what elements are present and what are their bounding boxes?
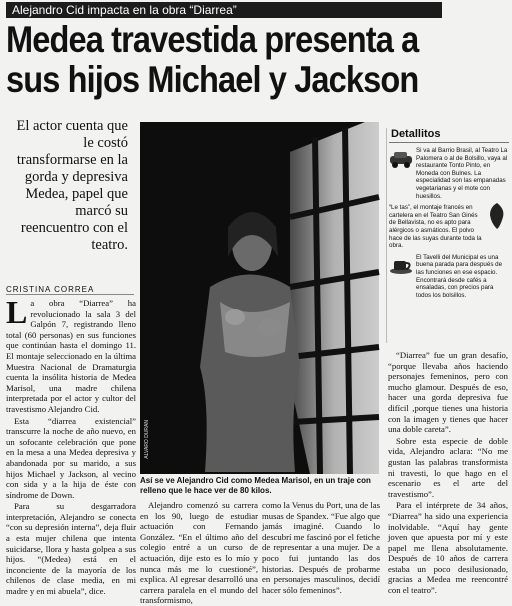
sidebar-item-text: Si va al Barrio Brasil, al Teatro La Palomera o al de Bolsillo, vaya al restaurante Tonto Pinto, en Moneda con Bulnes. La especialidad son las empanadas vegetarianas y el mote con huesillos. (416, 147, 508, 200)
article-paragraph: Sobre esta especie de doble vida, Alejandro aclara: “No me gustan las palabras transformista ni travesti, lo que hago en el escenario es el arte del travestismo”. (388, 435, 508, 499)
article-paragraph: “Diarrea” fue un gran desafío, “porque llevaba años haciendo personajes femeninos, pero con mucho glamour. Después de eso, hacer una gorda depresiva fue difícil ,porque tienes una historia con la imagen y tienes que hacer una doble careta”. (388, 350, 508, 435)
sidebar-title: Detallitos (389, 128, 509, 143)
sidebar-item (389, 254, 509, 300)
article-column-4 (388, 350, 508, 598)
headline-line-1: Medea travestida presenta a (6, 19, 419, 60)
sidebar-item-text: El Tavelli del Municipal es una buena parada para después de las funciones en ese espacio. Encontrará desde cafés a ensaladas, con precios para todos los bolsillos. (416, 253, 503, 299)
article-paragraph: Esta “diarrea existencial” transcurre la noche de año nuevo, en un sofocante celebración que pone en la mesa a una Medea depresiva y abandonada por su marido, a sus hijos Michael y Jackson, al vecino con sida y a la hija de éste con síndrome de Down. (6, 415, 136, 500)
actor-photo-illustration (140, 122, 379, 474)
sidebar-detallitos (386, 128, 509, 343)
leaf-map-icon (485, 204, 509, 228)
byline: CRISTINA CORREA (6, 285, 134, 295)
article-paragraph: como la Venus du Port, una de las musas de Spandex. “Fue algo que jamás imaginé. Cuando lo descubrí me fascinó por el fetiche de representar a una mujer. De a poco fui juntando las dos historias. Después de probarme en personajes masculinos, decidí hacer sólo femeninos”. (262, 500, 380, 595)
article-column-3 (262, 500, 380, 598)
photo-caption: Así se ve Alejandro Cid como Medea Marisol, en un traje con relleno que le hace ver de 80 kilos. (140, 476, 371, 495)
article-column-2 (140, 500, 258, 606)
headline (6, 20, 499, 100)
sidebar-item (389, 204, 509, 250)
subhead: El actor cuenta que le costó transformarse en la gorda y depresiva Medea, papel que marcó su reencuentro con el teatro. (16, 118, 128, 253)
article-column-1 (6, 294, 136, 598)
photo-credit: ALVARO DURAN (144, 420, 150, 459)
sidebar-item (389, 147, 509, 200)
kicker-banner: Alejandro Cid impacta en la obra “Diarrea” (6, 2, 442, 18)
coffee-cup-icon (389, 254, 413, 278)
actor-photo (140, 122, 379, 474)
car-icon (389, 147, 413, 171)
drop-cap: L (6, 294, 28, 330)
article-paragraph: Para su desgarradora interpretación, Alejandro se conecta “con su depresión interna”, deja fluir a esta mujer chilena que intenta suicidarse, llora y hasta golpea a sus hijos. “(Medea) está en el inconciente de la mayoría de los chilenos de clase media, en mi madre y en mi abuela”, dice. (6, 501, 136, 597)
article-paragraph: La obra “Diarrea” ha revolucionado la sala 3 del Galpón 7, registrando lleno total (60 personas) en sus funciones que continúan hasta el domingo 11. El montaje seleccionado en la última Muestra Nacional de Dramaturgia cuenta la insólita historia de Medea Marisol, una madre chilena interpretada por el actor y cultor del travestismo Alejandro Cid. (6, 294, 136, 414)
article-paragraph: Alejandro comenzó su carrera en los 90, luego de estudiar actuación con Fernando González. “En el último año del colegio entré a un curso de actuación, dije esto es lo mío y nunca más me lo cuestioné”, explica. Al egresar desarrolló una carrera paralela en el mundo del transformismo, (140, 500, 258, 606)
sidebar-item-text: “Le tas”, el montaje francés en cartelera en el Teatro San Ginés de Bellavista, no es apto para alérgicos o asmáticos. El polvo hace de las suyas durante toda la obra. (389, 204, 482, 250)
headline-line-2: sus hijos Michael y Jackson (6, 59, 419, 100)
article-paragraph: Para el intérprete de 34 años, “Diarrea” ha sido una experiencia inolvidable. “Aquí hay gente joven que apuesta por mí y este papel me llena absolutamente. Después de 10 años de carrera estaba un poco desilusionado, gracias a Medea me reencontré con el teatro”. (388, 500, 508, 596)
